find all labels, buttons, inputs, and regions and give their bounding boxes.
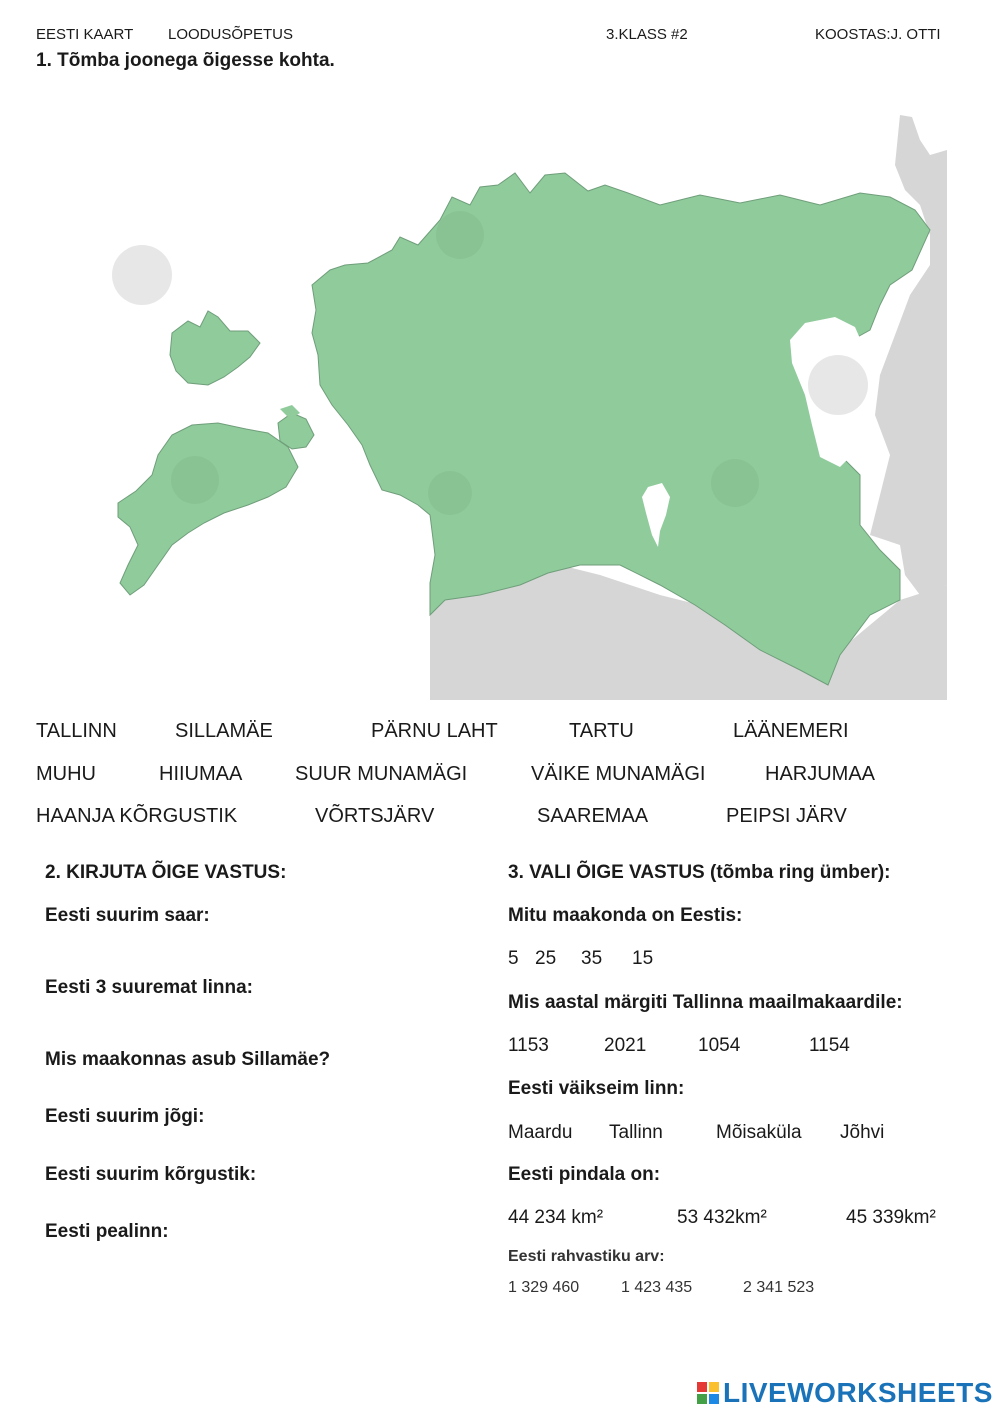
task3-question: Mitu maakonda on Eestis:	[508, 905, 743, 926]
task3-question: Mis aastal märgiti Tallinna maailmakaardile:	[508, 992, 903, 1013]
task2-question: Eesti 3 suuremat linna:	[45, 977, 254, 998]
task3-title: 3. VALI ÕIGE VASTUS (tõmba ring ümber):	[508, 862, 891, 883]
task3-question: Eesti väikseim linn:	[508, 1078, 685, 1099]
liveworksheets-logo-icon	[697, 1382, 719, 1404]
word-bank-item[interactable]: PÄRNU LAHT	[371, 720, 498, 742]
answer-option[interactable]: 35	[581, 948, 603, 969]
task2-question: Eesti suurim kõrgustik:	[45, 1164, 257, 1185]
word-bank-item[interactable]: HAANJA KÕRGUSTIK	[36, 805, 238, 827]
answer-option[interactable]: 1054	[698, 1035, 741, 1056]
task3-question: Eesti rahvastiku arv:	[508, 1248, 665, 1265]
answer-option[interactable]: 1154	[809, 1035, 850, 1056]
answer-option[interactable]: Tallinn	[609, 1122, 663, 1143]
word-bank-item[interactable]: SUUR MUNAMÄGI	[295, 763, 468, 785]
answer-option[interactable]: 45 339km²	[846, 1207, 936, 1228]
task1-title: 1. Tõmba joonega õigesse kohta.	[36, 50, 335, 71]
logo-text: LIVEWORKSHEETS	[723, 1377, 993, 1408]
answer-option[interactable]: Mõisaküla	[716, 1122, 802, 1143]
answer-option[interactable]: 53 432km²	[677, 1207, 767, 1228]
answer-option[interactable]: 2021	[604, 1035, 647, 1056]
header-class: 3.KLASS #2	[606, 26, 688, 43]
answer-option[interactable]: Jõhvi	[840, 1122, 885, 1143]
task2-question: Eesti suurim jõgi:	[45, 1106, 205, 1127]
task2-title: 2. KIRJUTA ÕIGE VASTUS:	[45, 862, 287, 883]
header-subject: LOODUSÕPETUS	[168, 26, 294, 43]
word-bank-item[interactable]: HARJUMAA	[765, 763, 876, 785]
word-bank-item[interactable]: SILLAMÄE	[175, 720, 273, 742]
answer-option[interactable]: 2 341 523	[743, 1279, 815, 1296]
answer-option[interactable]: 44 234 km²	[508, 1207, 604, 1228]
word-bank-item[interactable]: TARTU	[569, 720, 634, 742]
answer-option[interactable]: 15	[632, 948, 654, 969]
task2-question: Eesti pealinn:	[45, 1221, 169, 1242]
task3-question: Eesti pindala on:	[508, 1164, 661, 1185]
word-bank-item[interactable]: VÕRTSJÄRV	[315, 805, 435, 827]
task2-question: Mis maakonnas asub Sillamäe?	[45, 1049, 331, 1070]
header-author: KOOSTAS:J. OTTI	[815, 26, 941, 43]
word-bank-item[interactable]: TALLINN	[36, 720, 117, 742]
word-bank-item[interactable]: SAAREMAA	[537, 805, 649, 827]
answer-option[interactable]: 1 329 460	[508, 1279, 580, 1296]
answer-option[interactable]: 5	[508, 948, 519, 969]
answer-option[interactable]: Maardu	[508, 1122, 573, 1143]
liveworksheets-logo[interactable]	[697, 1378, 993, 1408]
header-subject-map: EESTI KAART	[36, 26, 134, 43]
answer-option[interactable]: 1 423 435	[621, 1279, 693, 1296]
estonia-map	[100, 95, 947, 700]
word-bank-item[interactable]: HIIUMAA	[159, 763, 243, 785]
word-bank-item[interactable]: VÄIKE MUNAMÄGI	[531, 763, 706, 785]
word-bank-item[interactable]: PEIPSI JÄRV	[726, 805, 847, 827]
answer-option[interactable]: 25	[535, 948, 557, 969]
answer-option[interactable]: 1153	[508, 1035, 549, 1056]
word-bank-item[interactable]: LÄÄNEMERI	[733, 720, 849, 742]
task2-question: Eesti suurim saar:	[45, 905, 210, 926]
word-bank-item[interactable]: MUHU	[36, 763, 96, 785]
